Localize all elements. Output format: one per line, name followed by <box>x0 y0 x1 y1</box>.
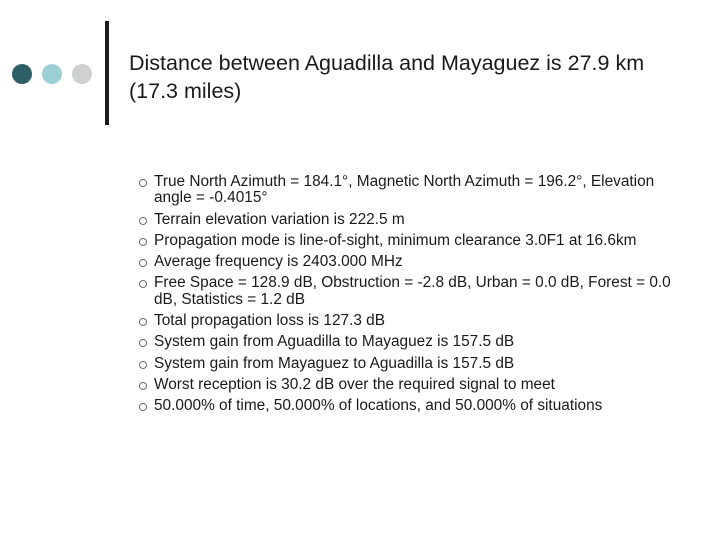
bullet-text: System gain from Aguadilla to Mayaguez is 157.5 dB <box>154 333 515 351</box>
bullet-gain-a-to-m <box>140 334 685 350</box>
bullet-total-loss <box>140 313 685 329</box>
bullet-ring-icon <box>139 318 147 326</box>
decorative-dots <box>12 64 94 86</box>
bullet-text: Terrain elevation variation is 222.5 m <box>154 210 405 228</box>
bullet-text: 50.000% of time, 50.000% of locations, and 50.000% of situations <box>154 397 603 415</box>
bullet-text: Free Space = 128.9 dB, Obstruction = -2.8 dB, Urban = 0.0 dB, Forest = 0.0 dB, Statistics = 1.2 dB <box>154 274 671 308</box>
bullet-ring-icon <box>139 259 147 267</box>
bullet-text: Worst reception is 30.2 dB over the required signal to meet <box>154 375 555 393</box>
bullet-ring-icon <box>139 382 147 390</box>
bullet-ring-icon <box>139 179 147 187</box>
dark-teal-dot <box>12 64 32 84</box>
title-divider-bar <box>105 21 109 125</box>
bullet-text: True North Azimuth = 184.1°, Magnetic North Azimuth = 196.2°, Elevation angle = -0.4015° <box>154 173 655 207</box>
bullet-ring-icon <box>139 280 147 288</box>
bullet-ring-icon <box>139 403 147 411</box>
slide-title: Distance between Aguadilla and Mayaguez is 27.9 km (17.3 miles) <box>129 51 645 103</box>
bullet-text: System gain from Mayaguez to Aguadilla is 157.5 dB <box>154 354 515 372</box>
bullet-text: Total propagation loss is 127.3 dB <box>154 312 386 330</box>
bullet-ring-icon <box>139 361 147 369</box>
bullet-losses <box>140 275 685 308</box>
bullet-ring-icon <box>139 217 147 225</box>
bullet-terrain <box>140 212 685 228</box>
bullet-list <box>140 174 685 420</box>
bullet-percentages <box>140 398 685 414</box>
bullet-ring-icon <box>139 339 147 347</box>
bullet-worst-reception <box>140 377 685 393</box>
bullet-azimuth <box>140 174 685 207</box>
bullet-propagation-mode <box>140 233 685 249</box>
bullet-text: Propagation mode is line-of-sight, minimum clearance 3.0F1 at 16.6km <box>154 231 637 249</box>
gray-dot <box>72 64 92 84</box>
bullet-gain-m-to-a <box>140 356 685 372</box>
light-teal-dot <box>42 64 62 84</box>
bullet-frequency <box>140 254 685 270</box>
bullet-ring-icon <box>139 238 147 246</box>
bullet-text: Average frequency is 2403.000 MHz <box>154 253 403 271</box>
